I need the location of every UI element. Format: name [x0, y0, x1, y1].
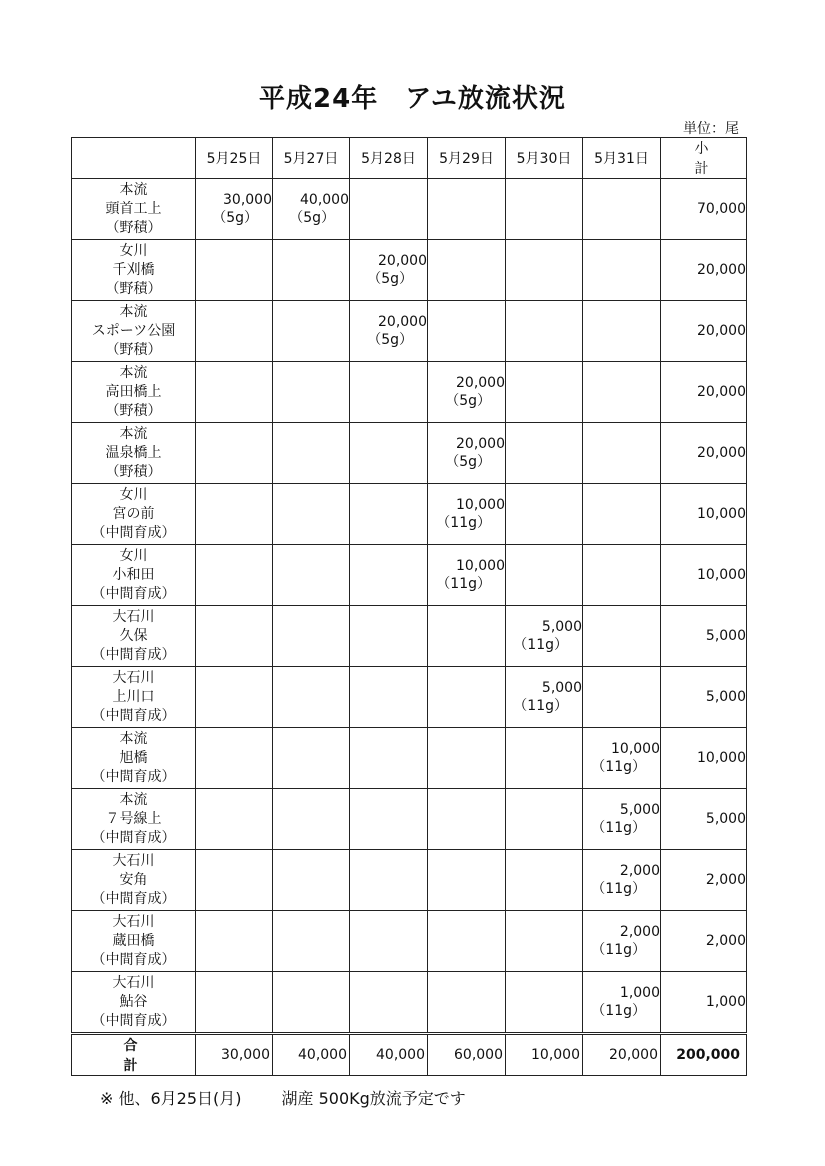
release-cell: [583, 423, 661, 484]
release-cell: [196, 179, 273, 240]
release-cell: [583, 179, 661, 240]
release-cell: [350, 850, 428, 911]
fish-size: （11g）: [591, 881, 646, 897]
release-cell: [428, 667, 506, 728]
site-name: 上川口: [112, 688, 155, 705]
subtotal-cell: 5,000: [661, 606, 747, 667]
method-label: （野積）: [105, 219, 162, 236]
release-count: 2,000: [619, 863, 660, 879]
subtotal-cell: 10,000: [661, 728, 747, 789]
release-cell: [583, 362, 661, 423]
subtotal-cell: 1,000: [661, 972, 747, 1034]
release-cell: [350, 240, 428, 301]
location-cell: [72, 606, 196, 667]
total-value: 40,000: [273, 1034, 350, 1076]
table-row: [72, 850, 747, 911]
location-cell: [72, 240, 196, 301]
table-row: [72, 240, 747, 301]
release-cell: [273, 789, 350, 850]
location-cell: [72, 972, 196, 1034]
release-cell: [428, 179, 506, 240]
release-cell: [506, 240, 583, 301]
river-name: 女川: [119, 547, 148, 564]
fish-size: （5g）: [212, 210, 258, 226]
river-name: 女川: [119, 486, 148, 503]
release-cell: [196, 972, 273, 1034]
table-row: [72, 362, 747, 423]
release-count: 30,000: [223, 192, 272, 208]
release-count: 10,000: [456, 497, 505, 513]
site-name: 旭橋: [119, 749, 148, 766]
fish-size: （5g）: [445, 454, 491, 470]
fish-size: （11g）: [436, 576, 491, 592]
release-cell: [350, 667, 428, 728]
site-name: 頭首工上: [105, 200, 162, 217]
header-location: [72, 138, 196, 179]
site-name: 蔵田橋: [112, 932, 155, 949]
location-cell: [72, 423, 196, 484]
release-cell: [273, 545, 350, 606]
total-value: 60,000: [428, 1034, 506, 1076]
release-cell: [506, 545, 583, 606]
table-row: [72, 301, 747, 362]
site-name: スポーツ公園: [91, 322, 176, 339]
release-cell: [273, 850, 350, 911]
release-cell: [506, 484, 583, 545]
release-cell: [196, 667, 273, 728]
fish-size: （5g）: [367, 271, 413, 287]
release-cell: [583, 911, 661, 972]
subtotal-cell: 20,000: [661, 423, 747, 484]
release-cell: [428, 972, 506, 1034]
site-name: 宮の前: [112, 505, 155, 522]
table-row: [72, 484, 747, 545]
fish-size: （11g）: [591, 759, 646, 775]
site-name: 高田橋上: [105, 383, 162, 400]
release-cell: [428, 362, 506, 423]
release-cell: [196, 240, 273, 301]
release-cell: [350, 179, 428, 240]
river-name: 大石川: [112, 974, 155, 991]
method-label: （野積）: [105, 463, 162, 480]
release-count: 20,000: [456, 375, 505, 391]
fish-size: （11g）: [591, 1003, 646, 1019]
release-cell: [506, 789, 583, 850]
site-name: 小和田: [112, 566, 155, 583]
fish-size: （11g）: [436, 515, 491, 531]
unit-label: 単位：尾: [683, 121, 739, 137]
table-row: [72, 667, 747, 728]
river-name: 本流: [119, 181, 148, 198]
header-date: 5月29日: [428, 138, 506, 179]
table-row: [72, 789, 747, 850]
release-count: 5,000: [541, 680, 582, 696]
release-cell: [273, 606, 350, 667]
release-cell: [273, 484, 350, 545]
release-cell: [583, 667, 661, 728]
release-cell: [506, 362, 583, 423]
page-title: 平成24年 アユ放流状況: [259, 84, 566, 114]
site-name: 久保: [119, 627, 148, 644]
site-name: 千刈橋: [112, 261, 155, 278]
total-value: 30,000: [196, 1034, 273, 1076]
release-cell: [428, 606, 506, 667]
release-cell: [273, 179, 350, 240]
release-cell: [428, 423, 506, 484]
release-cell: [273, 972, 350, 1034]
header-date: 5月27日: [273, 138, 350, 179]
release-cell: [273, 240, 350, 301]
total-value: 20,000: [583, 1034, 661, 1076]
method-label: （野積）: [105, 402, 162, 419]
location-cell: [72, 362, 196, 423]
fish-size: （11g）: [591, 820, 646, 836]
release-cell: [196, 789, 273, 850]
header-row: [72, 138, 747, 179]
method-label: （中間育成）: [91, 768, 176, 785]
release-cell: [273, 728, 350, 789]
location-cell: [72, 484, 196, 545]
release-count: 5,000: [541, 619, 582, 635]
release-cell: [506, 850, 583, 911]
release-cell: [350, 301, 428, 362]
total-value: 40,000: [350, 1034, 428, 1076]
method-label: （中間育成）: [91, 646, 176, 663]
totals-row: [72, 1034, 747, 1076]
location-cell: [72, 789, 196, 850]
subtotal-cell: 20,000: [661, 362, 747, 423]
river-name: 大石川: [112, 913, 155, 930]
fish-size: （5g）: [289, 210, 335, 226]
release-cell: [428, 789, 506, 850]
header-date: 5月28日: [350, 138, 428, 179]
release-cell: [273, 911, 350, 972]
subtotal-cell: 10,000: [661, 545, 747, 606]
river-name: 本流: [119, 791, 148, 808]
release-cell: [196, 545, 273, 606]
release-cell: [350, 606, 428, 667]
subtotal-cell: 2,000: [661, 911, 747, 972]
release-cell: [506, 667, 583, 728]
river-name: 大石川: [112, 852, 155, 869]
fish-size: （5g）: [445, 393, 491, 409]
location-cell: [72, 301, 196, 362]
subtotal-cell: 70,000: [661, 179, 747, 240]
fish-size: （11g）: [513, 637, 568, 653]
release-cell: [273, 667, 350, 728]
footnote-text: 湖産 500Kg放流予定です: [281, 1089, 466, 1108]
site-name: ７号線上: [105, 810, 162, 827]
release-cell: [583, 972, 661, 1034]
release-cell: [506, 728, 583, 789]
site-name: 鮎谷: [119, 993, 148, 1010]
release-cell: [428, 728, 506, 789]
subtotal-cell: 2,000: [661, 850, 747, 911]
release-cell: [506, 606, 583, 667]
release-count: 2,000: [619, 924, 660, 940]
method-label: （中間育成）: [91, 524, 176, 541]
release-cell: [350, 728, 428, 789]
release-cell: [196, 301, 273, 362]
release-cell: [428, 240, 506, 301]
subtotal-cell: 5,000: [661, 789, 747, 850]
footnote-prefix: ※ 他、6月25日(月): [100, 1089, 242, 1108]
header-date: 5月25日: [196, 138, 273, 179]
release-cell: [350, 362, 428, 423]
subtotal-cell: 20,000: [661, 240, 747, 301]
release-cell: [196, 728, 273, 789]
release-count: 20,000: [378, 314, 427, 330]
release-cell: [273, 301, 350, 362]
release-cell: [350, 789, 428, 850]
method-label: （中間育成）: [91, 707, 176, 724]
release-cell: [506, 972, 583, 1034]
release-cell: [506, 301, 583, 362]
release-cell: [583, 606, 661, 667]
method-label: （中間育成）: [91, 951, 176, 968]
river-name: 大石川: [112, 608, 155, 625]
release-cell: [428, 850, 506, 911]
release-cell: [583, 484, 661, 545]
river-name: 本流: [119, 364, 148, 381]
fish-size: （11g）: [591, 942, 646, 958]
release-cell: [350, 423, 428, 484]
release-cell: [196, 850, 273, 911]
subtotal-cell: 20,000: [661, 301, 747, 362]
release-count: 20,000: [378, 253, 427, 269]
release-cell: [428, 911, 506, 972]
release-cell: [583, 301, 661, 362]
subtotal-cell: 10,000: [661, 484, 747, 545]
location-cell: [72, 850, 196, 911]
site-name: 安角: [119, 871, 148, 888]
release-cell: [273, 362, 350, 423]
method-label: （中間育成）: [91, 890, 176, 907]
method-label: （野積）: [105, 341, 162, 358]
subtotal-cell: 5,000: [661, 667, 747, 728]
release-count: 20,000: [456, 436, 505, 452]
release-cell: [428, 301, 506, 362]
location-cell: [72, 667, 196, 728]
release-cell: [196, 362, 273, 423]
river-name: 本流: [119, 730, 148, 747]
release-cell: [350, 484, 428, 545]
release-cell: [583, 850, 661, 911]
location-cell: [72, 911, 196, 972]
header-subtotal: 小 計: [661, 138, 747, 179]
total-value: 10,000: [506, 1034, 583, 1076]
header-date: 5月30日: [506, 138, 583, 179]
location-cell: [72, 179, 196, 240]
release-count: 5,000: [619, 802, 660, 818]
river-name: 大石川: [112, 669, 155, 686]
release-cell: [583, 789, 661, 850]
release-cell: [196, 606, 273, 667]
release-cell: [506, 179, 583, 240]
release-table: [71, 137, 751, 1076]
release-cell: [428, 484, 506, 545]
table-row: [72, 728, 747, 789]
release-cell: [506, 911, 583, 972]
method-label: （中間育成）: [91, 1012, 176, 1029]
table-row: [72, 972, 747, 1034]
method-label: （中間育成）: [91, 585, 176, 602]
fish-size: （11g）: [513, 698, 568, 714]
release-cell: [196, 423, 273, 484]
release-cell: [350, 545, 428, 606]
release-count: 1,000: [619, 985, 660, 1001]
release-count: 10,000: [456, 558, 505, 574]
method-label: （中間育成）: [91, 829, 176, 846]
river-name: 女川: [119, 242, 148, 259]
release-cell: [273, 423, 350, 484]
table-row: [72, 179, 747, 240]
release-cell: [583, 240, 661, 301]
release-count: 40,000: [300, 192, 349, 208]
site-name: 温泉橋上: [105, 444, 162, 461]
release-count: 10,000: [611, 741, 660, 757]
release-cell: [196, 484, 273, 545]
totals-label: 合 計: [72, 1034, 196, 1076]
fish-size: （5g）: [367, 332, 413, 348]
release-cell: [428, 545, 506, 606]
river-name: 本流: [119, 425, 148, 442]
header-date: 5月31日: [583, 138, 661, 179]
river-name: 本流: [119, 303, 148, 320]
release-cell: [350, 972, 428, 1034]
table-row: [72, 911, 747, 972]
release-cell: [196, 911, 273, 972]
table-row: [72, 423, 747, 484]
release-cell: [506, 423, 583, 484]
location-cell: [72, 545, 196, 606]
table-row: [72, 606, 747, 667]
release-cell: [350, 911, 428, 972]
footnote: [100, 1086, 466, 1109]
grand-total: 200,000: [661, 1034, 747, 1076]
location-cell: [72, 728, 196, 789]
release-cell: [583, 728, 661, 789]
release-cell: [583, 545, 661, 606]
table-row: [72, 545, 747, 606]
method-label: （野積）: [105, 280, 162, 297]
